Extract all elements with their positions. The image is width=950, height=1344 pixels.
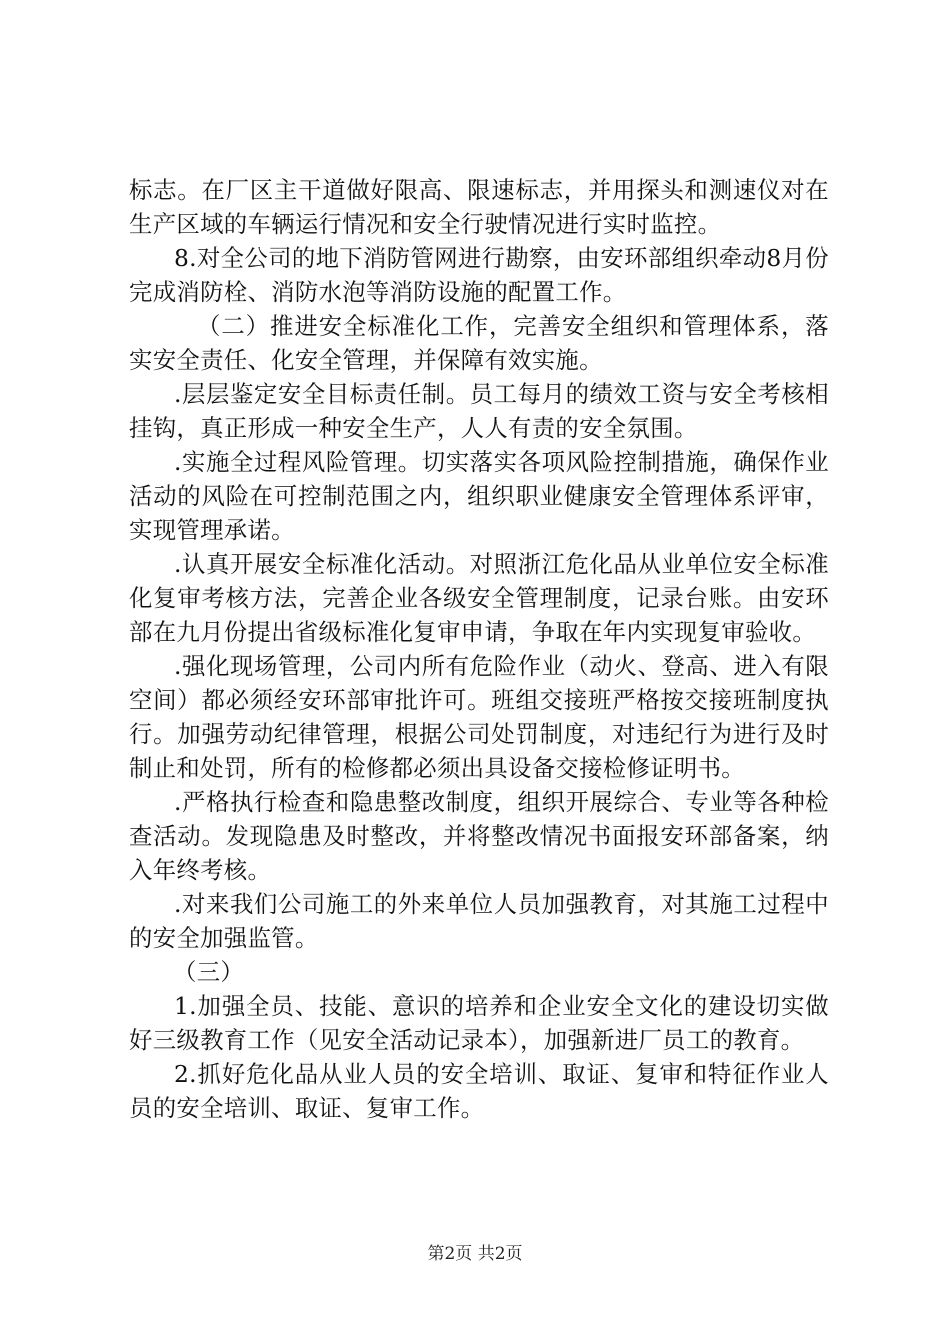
paragraph-10: （三） [173, 958, 245, 986]
paragraph-12: 2.抓好危化品从业人员的安全培训、取证、复审和特征作业人员的安全培训、取证、复审工作。 [129, 1060, 829, 1122]
paragraph-8: .严格执行检查和隐患整改制度，组织开展综合、专业等各种检查活动。发现隐患及时整改，并将整改情况书面报安环部备案，纳入年终考核。 [129, 788, 829, 884]
document-body [129, 173, 829, 1125]
paragraph-2: 8.对全公司的地下消防管网进行勘察，由安环部组织牵动8月份完成消防栓、消防水泡等消防设施的配置工作。 [129, 244, 829, 306]
page-number-footer: 第2页 共2页 [427, 1244, 523, 1264]
paragraph-1: 标志。在厂区主干道做好限高、限速标志，并用探头和测速仪对在生产区域的车辆运行情况和安全行驶情况进行实时监控。 [129, 176, 829, 238]
paragraph-4: .层层鉴定安全目标责任制。员工每月的绩效工资与安全考核相挂钩，真正形成一种安全生产，人人有责的安全氛围。 [129, 380, 829, 442]
paragraph-3: （二）推进安全标准化工作，完善安全组织和管理体系，落实安全责任、化安全管理，并保障有效实施。 [129, 312, 829, 374]
paragraph-5: .实施全过程风险管理。切实落实各项风险控制措施，确保作业活动的风险在可控制范围之内，组织职业健康安全管理体系评审，实现管理承诺。 [129, 448, 829, 544]
paragraph-11: 1.加强全员、技能、意识的培养和企业安全文化的建设切实做好三级教育工作（见安全活动记录本），加强新进厂员工的教育。 [129, 992, 829, 1054]
paragraph-7: .强化现场管理，公司内所有危险作业（动火、登高、进入有限空间）都必须经安环部审批许可。班组交接班严格按交接班制度执行。加强劳动纪律管理，根据公司处罚制度，对违纪行为进行及时制止和处罚，所有的检修都必须出具设备交接检修证明书。 [129, 652, 829, 782]
paragraph-6: .认真开展安全标准化活动。对照浙江危化品从业单位安全标准化复审考核方法，完善企业各级安全管理制度，记录台账。由安环部在九月份提出省级标准化复审申请，争取在年内实现复审验收。 [129, 550, 829, 646]
paragraph-9: .对来我们公司施工的外来单位人员加强教育，对其施工过程中的安全加强监管。 [129, 890, 829, 952]
